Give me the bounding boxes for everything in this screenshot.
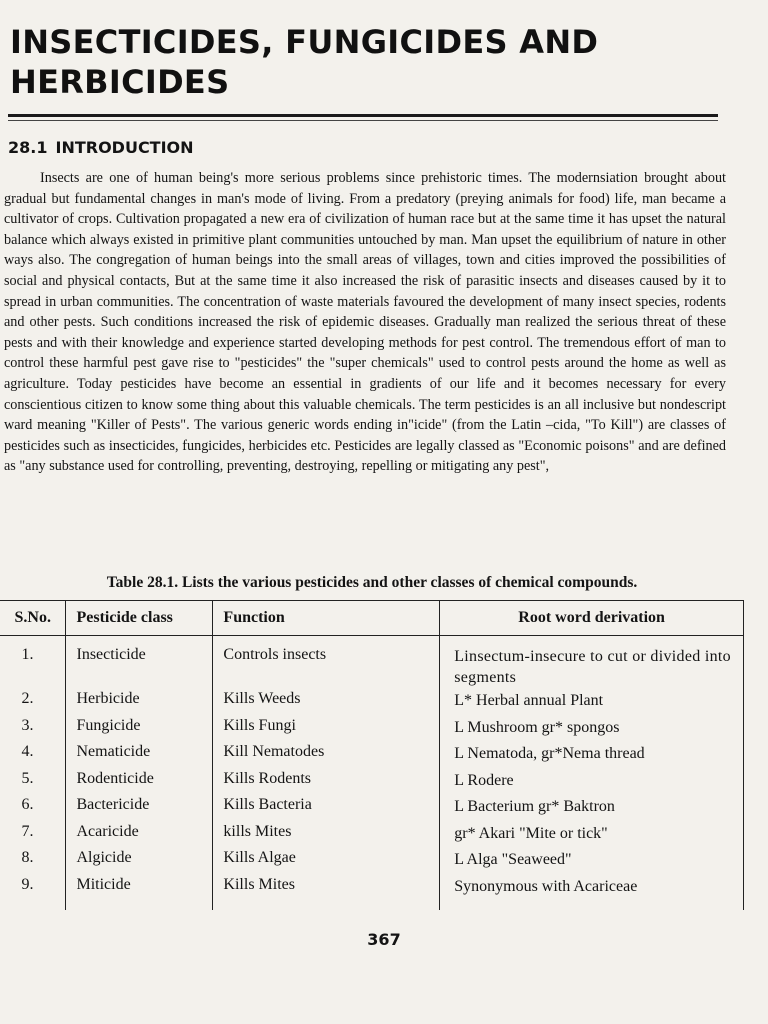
section-number: 28.1 [8,138,48,157]
header-function: Function [213,601,440,636]
cell-sno: 8. [21,849,34,866]
cell-root-word: Linsectum-insecure to cut or divided into segments [440,636,744,691]
cell-pesticide-class: Algicide [66,849,213,876]
chapter-title: INSECTICIDES, FUNGICIDES AND HERBICIDES [10,23,599,101]
pesticide-table [0,600,744,910]
section-heading [8,138,194,157]
cell-root-word: L Mushroom gr* spongos [440,717,744,744]
table-header-row [0,601,744,636]
cell-pesticide-class: Rodenticide [66,770,213,797]
table-row [0,876,744,910]
table-row [0,823,744,850]
cell-root-word: L Alga "Seaweed" [440,849,744,876]
cell-function: Kills Mites [213,876,440,910]
cell-function: Kill Nematodes [213,743,440,770]
cell-function: Kills Rodents [213,770,440,797]
table-row [0,690,744,717]
body-paragraph: Insects are one of human being's more serious problems since prehistoric times. The modernsiation brought about gradual but fundamental changes in man's mode of living. From a predatory (preying animals for food) life, man became a cultivator of crops. Cultivation propagated a new era of civilization of human race but at the same time it has upset the natural balance which always existed in primitive plant communities untouched by man. Man upset the equilibrium of nature in other ways also. The congregation of human beings into the small areas of villages, town and cities improved the possibilities of social and physical contacts, But at the same time it also increased the risk of parasitic insects and diseases caused by it to spread in urban communities. The concentration of waste materials favoured the development of many insect species, rodents and other pests. Such conditions increased the risk of epidemic diseases. Gradually man realized the serious threat of these pests and with their knowledge and experience started developing methods for pest control. The tremendous effort of man to control these harmful pest gave rise to "pesticides" the "super chemicals" used to control pests around the home as well as agriculture. Today pesticides have become an essential in gradients of our life and it becomes necessary for every conscientious citizen to know some thing about this valuable chemicals. The term pesticides is an all inclusive but nondescript ward meaning "Killer of Pests". The various generic words ending in"icide" (from the Latin –cida, "To Kill") are classes of pesticides such as insecticides, fungicides, herbicides etc. Pesticides are legally classed as "Economic poisons" and are defined as "any substance used for controlling, preventing, destroying, repelling or mitigating any pest", [4,170,726,475]
header-sno: S.No. [0,601,66,636]
cell-pesticide-class: Insecticide [66,636,213,691]
cell-function: kills Mites [213,823,440,850]
cell-pesticide-class: Nematicide [66,743,213,770]
section-title: INTRODUCTION [55,138,194,157]
cell-function: Controls insects [213,636,440,691]
table-row [0,849,744,876]
cell-sno: 6. [21,796,34,813]
cell-pesticide-class: Herbicide [66,690,213,717]
cell-function: Kills Algae [213,849,440,876]
header-root-word: Root word derivation [440,601,744,636]
table-row [0,717,744,744]
cell-function: Kills Weeds [213,690,440,717]
header-pesticide-class: Pesticide class [66,601,213,636]
cell-root-word: L* Herbal annual Plant [440,690,744,717]
cell-sno: 4. [21,743,34,760]
cell-root-word: gr* Akari "Mite or tick" [440,823,744,850]
title-rule-thin [8,120,718,121]
cell-sno: 2. [21,690,34,707]
table-row [0,743,744,770]
table-caption: Table 28.1. Lists the various pesticides and other classes of chemical compounds. [106,574,638,591]
cell-sno: 9. [21,875,34,893]
cell-function: Kills Fungi [213,717,440,744]
cell-sno: 7. [21,822,34,840]
title-rule [8,114,718,117]
cell-sno: 3. [21,716,34,734]
cell-pesticide-class: Bactericide [66,796,213,823]
cell-root-word: Synonymous with Acariceae [440,876,744,910]
cell-sno: 5. [21,769,34,787]
cell-function: Kills Bacteria [213,796,440,823]
cell-root-word: L Bacterium gr* Baktron [440,796,744,823]
cell-pesticide-class: Miticide [66,876,213,910]
cell-root-word: L Rodere [440,770,744,797]
table-row [0,796,744,823]
table-row [0,770,744,797]
cell-pesticide-class: Fungicide [66,717,213,744]
cell-sno: 1. [21,646,34,663]
cell-pesticide-class: Acaricide [66,823,213,850]
page-number: 367 [367,930,401,949]
cell-root-word: L Nematoda, gr*Nema thread [440,743,744,770]
table-row [0,636,744,691]
